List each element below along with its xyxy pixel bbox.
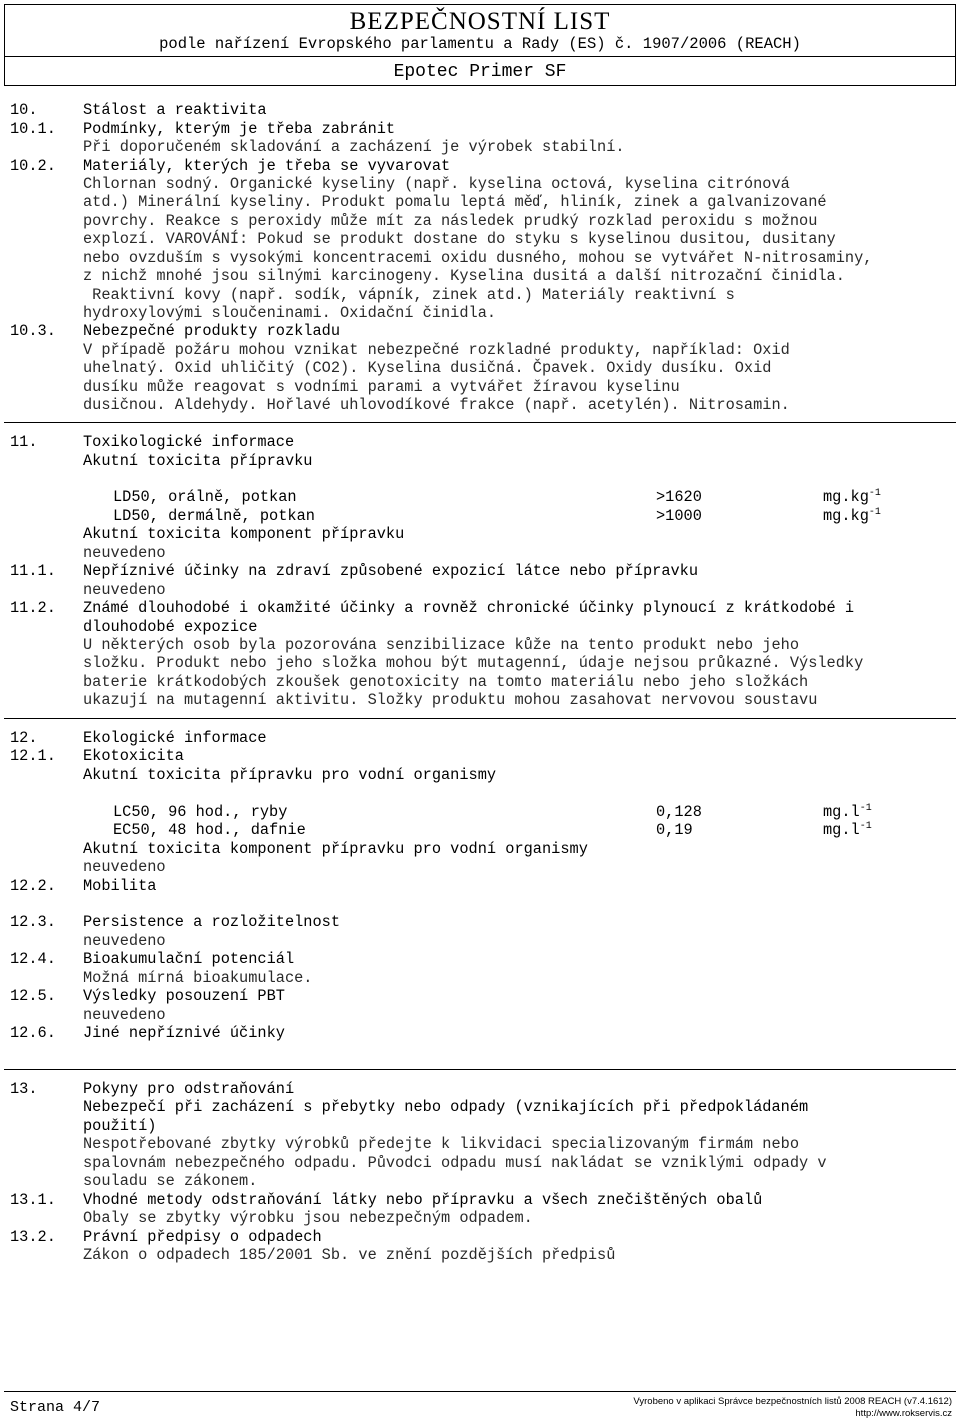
section-heading: Pokyny pro odstraňování: [83, 1080, 295, 1098]
tox-row-value: >1620: [656, 488, 702, 506]
document-title: BEZPEČNOSTNÍ LIST: [349, 8, 611, 35]
paragraph-line: Při doporučeném skladování a zacházení je výrobek stabilní.: [83, 138, 625, 156]
subsection-heading: Známé dlouhodobé i okamžité účinky a rovněž chronické účinky plynoucí z krátkodobé i: [83, 599, 855, 617]
paragraph-line: atd.) Minerální kyseliny. Produkt pomalu leptá měď, hliník, zinek a galvanizované: [83, 193, 827, 211]
subsection-number: 10.3.: [10, 322, 56, 340]
subheading-cont: použití): [83, 1117, 157, 1135]
subsection-number: 13.1.: [10, 1191, 56, 1209]
paragraph-line: Možná mírná bioakumulace.: [83, 969, 313, 987]
footer-credit: [633, 1396, 952, 1420]
footer-link[interactable]: http://www.rokservis.cz: [855, 1408, 952, 1419]
section-heading: Toxikologické informace: [83, 433, 295, 451]
footer-divider: [4, 1391, 956, 1392]
section-number: 11.: [10, 433, 38, 451]
paragraph-line: baterie krátkodobých zkoušek genotoxicity na tomto materiálu nebo jeho složkách: [83, 673, 809, 691]
not-stated-text: neuvedeno: [83, 1006, 166, 1024]
section-divider: [4, 422, 956, 423]
ecotox-row-label: EC50, 48 hod., dafnie: [113, 821, 306, 839]
paragraph-line: povrchy. Reakce s peroxidy může mít za následek prudký rozklad peroxidu s možnou: [83, 212, 818, 230]
subsection-number: 12.4.: [10, 950, 56, 968]
unit-text: mg.kg: [823, 488, 869, 506]
unit-exponent: -1: [868, 488, 881, 499]
product-name: Epotec Primer SF: [393, 62, 567, 82]
unit-exponent: -1: [859, 821, 872, 832]
tox-row-label: LD50, dermálně, potkan: [113, 507, 315, 525]
not-stated-text: neuvedeno: [83, 581, 166, 599]
subsection-heading: Výsledky posouzení PBT: [83, 987, 285, 1005]
ecotox-row-unit: [823, 803, 872, 821]
subsection-heading: Nepříznivé účinky na zdraví způsobené expozicí látce nebo přípravku: [83, 562, 699, 580]
subsection-heading: Materiály, kterých je třeba se vyvarovat: [83, 157, 451, 175]
not-stated-text: neuvedeno: [83, 544, 166, 562]
ecotox-row-label: LC50, 96 hod., ryby: [113, 803, 288, 821]
paragraph-line: hydroxylovými sloučeninami. Oxidační činidla.: [83, 304, 497, 322]
subheading: Nebezpečí při zacházení s přebytky nebo odpady (vznikajících při předpokládaném: [83, 1098, 809, 1116]
page-number: Strana 4/7: [10, 1399, 101, 1416]
subheading: Akutní toxicita komponent přípravku: [83, 525, 405, 543]
tox-row-unit: [823, 507, 881, 525]
paragraph-line: Zákon o odpadech 185/2001 Sb. ve znění pozdějších předpisů: [83, 1246, 616, 1264]
paragraph-line: z nichž mnohé jsou silnými karcinogeny. Kyselina dusitá a další nitrozační činidla.: [83, 267, 845, 285]
subheading: Akutní toxicita přípravku: [83, 452, 313, 470]
subsection-heading: Vhodné metody odstraňování látky nebo přípravku a všech znečištěných obalů: [83, 1191, 763, 1209]
unit-exponent: -1: [868, 507, 881, 518]
tox-row-unit: [823, 488, 881, 506]
subsection-number: 12.2.: [10, 877, 56, 895]
subsection-heading: Persistence a rozložitelnost: [83, 913, 341, 931]
subsection-number: 11.1.: [10, 562, 56, 580]
unit-text: mg.l: [823, 803, 860, 821]
paragraph-line: ukazují na mutagenní aktivitu. Složky produktu mohou zasahovat nervovou soustavu: [83, 691, 818, 709]
paragraph-line: Reaktivní kovy (např. sodík, vápník, zinek atd.) Materiály reaktivní s: [83, 286, 735, 304]
not-stated-text: neuvedeno: [83, 858, 166, 876]
section-number: 10.: [10, 101, 38, 119]
subsection-number: 13.2.: [10, 1228, 56, 1246]
subsection-heading: Mobilita: [83, 877, 157, 895]
section-divider: [4, 718, 956, 719]
paragraph-line: dusíku může reagovat s vodními parami a vytvářet žíravou kyselinu: [83, 378, 680, 396]
subsection-number: 12.5.: [10, 987, 56, 1005]
paragraph-line: Nespotřebované zbytky výrobků předejte k likvidaci specializovaným firmám nebo: [83, 1135, 800, 1153]
document-header: [4, 4, 956, 86]
ecotox-row-unit: [823, 821, 872, 839]
generator-note: Vyrobeno v aplikaci Správce bezpečnostních listů 2008 REACH (v7.4.1612): [633, 1396, 952, 1407]
paragraph-line: souladu se zákonem.: [83, 1172, 258, 1190]
paragraph-line: explozí. VAROVÁNÍ: Pokud se produkt dostane do styku s kyselinou dusitou, dusitany: [83, 230, 836, 248]
header-title-block: [5, 5, 955, 57]
subsection-heading: Nebezpečné produkty rozkladu: [83, 322, 341, 340]
paragraph-line: spalovnám nebezpečného odpadu. Původci odpadu musí nakládat se vzniklými odpady v: [83, 1154, 827, 1172]
paragraph-line: složku. Produkt nebo jeho složka mohou být mutagenní, údaje nejsou průkazné. Výsledky: [83, 654, 864, 672]
subsection-number: 10.1.: [10, 120, 56, 138]
paragraph-line: U některých osob byla pozorována senzibilizace kůže na tento produkt nebo jeho: [83, 636, 800, 654]
paragraph-line: Chlornan sodný. Organické kyseliny (např. kyselina octová, kyselina citrónová: [83, 175, 790, 193]
paragraph-line: nebo ovzduším s vysokými koncentracemi oxidu dusného, mohou se vytvářet N-nitrosaminy,: [83, 249, 873, 267]
paragraph-line: Obaly se zbytky výrobku jsou nebezpečným odpadem.: [83, 1209, 533, 1227]
section-number: 13.: [10, 1080, 38, 1098]
document-subtitle: podle nařízení Evropského parlamentu a Rady (ES) č. 1907/2006 (REACH): [159, 35, 801, 53]
unit-exponent: -1: [859, 803, 872, 814]
subsection-heading: Právní předpisy o odpadech: [83, 1228, 322, 1246]
unit-text: mg.l: [823, 821, 860, 839]
subsection-heading: Ekotoxicita: [83, 747, 184, 765]
subsection-number: 10.2.: [10, 157, 56, 175]
section-divider: [4, 1069, 956, 1070]
unit-text: mg.kg: [823, 507, 869, 525]
ecotox-row-value: 0,128: [656, 803, 702, 821]
subsection-number: 11.2.: [10, 599, 56, 617]
subsection-heading: Bioakumulační potenciál: [83, 950, 295, 968]
subsection-number: 12.6.: [10, 1024, 56, 1042]
paragraph-line: V případě požáru mohou vznikat nebezpečné rozkladné produkty, například: Oxid: [83, 341, 790, 359]
subsection-heading: Podmínky, kterým je třeba zabránit: [83, 120, 396, 138]
section-number: 12.: [10, 729, 38, 747]
subsection-number: 12.1.: [10, 747, 56, 765]
paragraph-line: uhelnatý. Oxid uhličitý (CO2). Kyselina dusičná. Čpavek. Oxidy dusíku. Oxid: [83, 359, 772, 377]
tox-row-value: >1000: [656, 507, 702, 525]
subsection-heading-cont: dlouhodobé expozice: [83, 618, 258, 636]
not-stated-text: neuvedeno: [83, 932, 166, 950]
section-heading: Stálost a reaktivita: [83, 101, 267, 119]
section-heading: Ekologické informace: [83, 729, 267, 747]
subheading: Akutní toxicita přípravku pro vodní organismy: [83, 766, 497, 784]
subsection-heading: Jiné nepříznivé účinky: [83, 1024, 285, 1042]
tox-row-label: LD50, orálně, potkan: [113, 488, 297, 506]
paragraph-line: dusičnou. Aldehydy. Hořlavé uhlovodíkové frakce (např. acetylén). Nitrosamin.: [83, 396, 790, 414]
subheading: Akutní toxicita komponent přípravku pro vodní organismy: [83, 840, 588, 858]
subsection-number: 12.3.: [10, 913, 56, 931]
ecotox-row-value: 0,19: [656, 821, 693, 839]
